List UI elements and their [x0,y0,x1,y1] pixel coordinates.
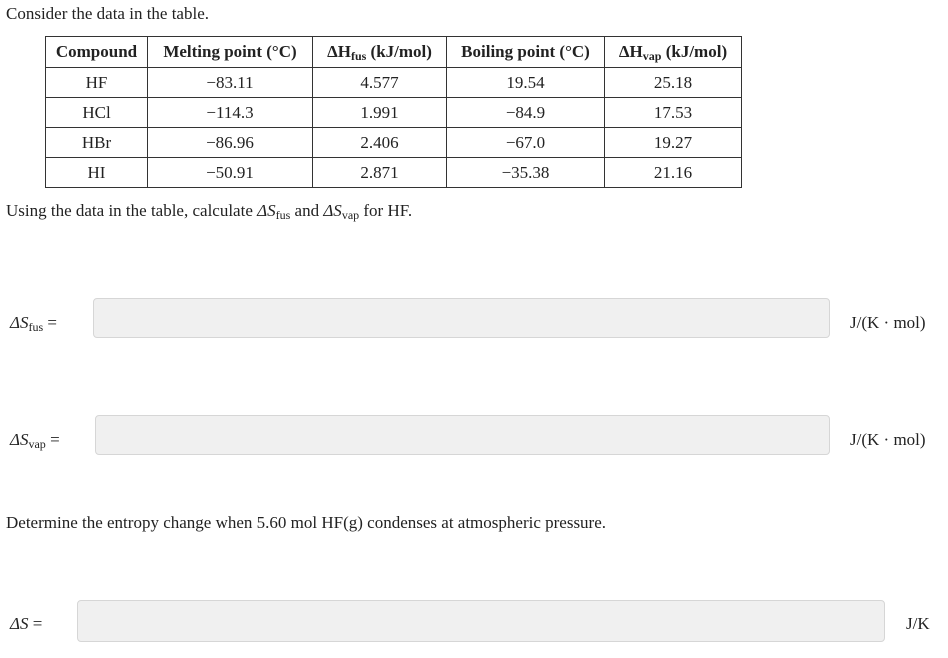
ds-total-input[interactable] [77,600,885,642]
cell: 19.54 [447,68,605,98]
cell: 2.406 [313,128,447,158]
ds-total-unit: J/K [906,614,930,633]
cell: 4.577 [313,68,447,98]
cell: −86.96 [148,128,313,158]
cell: HCl [46,98,148,128]
ds-fus-unit: J/(K · mol) [850,313,926,332]
cell: 17.53 [605,98,742,128]
cell: −114.3 [148,98,313,128]
header-dh-vap: $\Delta H_{vap}$ (kJ/mol) [605,37,742,68]
cell: HBr [46,128,148,158]
data-table [45,36,742,188]
table-row [46,158,742,188]
question-2-text: Determine the entropy change when 5.60 mol HF(g) condenses at atmospheric pressure. [6,513,607,532]
ds-vap-label: $\Delta S_{vap}$ = [10,430,60,451]
cell: −83.11 [148,68,313,98]
cell: HF [46,68,148,98]
table-row [46,68,742,98]
cell: 21.16 [605,158,742,188]
cell: 19.27 [605,128,742,158]
table-header-row [46,37,742,68]
cell: −50.91 [148,158,313,188]
cell: 25.18 [605,68,742,98]
intro-text: Consider the data in the table. [6,4,209,23]
cell: −35.38 [447,158,605,188]
header-dh-fus: $\Delta H_{fus}$ (kJ/mol) [313,37,447,68]
ds-vap-input[interactable] [95,415,830,455]
ds-total-label: ΔS = [10,614,43,633]
question-1-text: Using the data in the table, calculate $\Delta S_{fus}$ and $\Delta S_{vap}$ for HF. [6,201,413,222]
header-melting-point: Melting point (°C) [148,37,313,68]
table-row [46,98,742,128]
ds-fus-input[interactable] [93,298,830,338]
cell: 1.991 [313,98,447,128]
ds-fus-label: $\Delta S_{fus}$ = [10,313,57,334]
header-compound: Compound [46,37,148,68]
table-row [46,128,742,158]
cell: HI [46,158,148,188]
cell: 2.871 [313,158,447,188]
ds-vap-unit: J/(K · mol) [850,430,926,449]
cell: −84.9 [447,98,605,128]
header-boiling-point: Boiling point (°C) [447,37,605,68]
cell: −67.0 [447,128,605,158]
